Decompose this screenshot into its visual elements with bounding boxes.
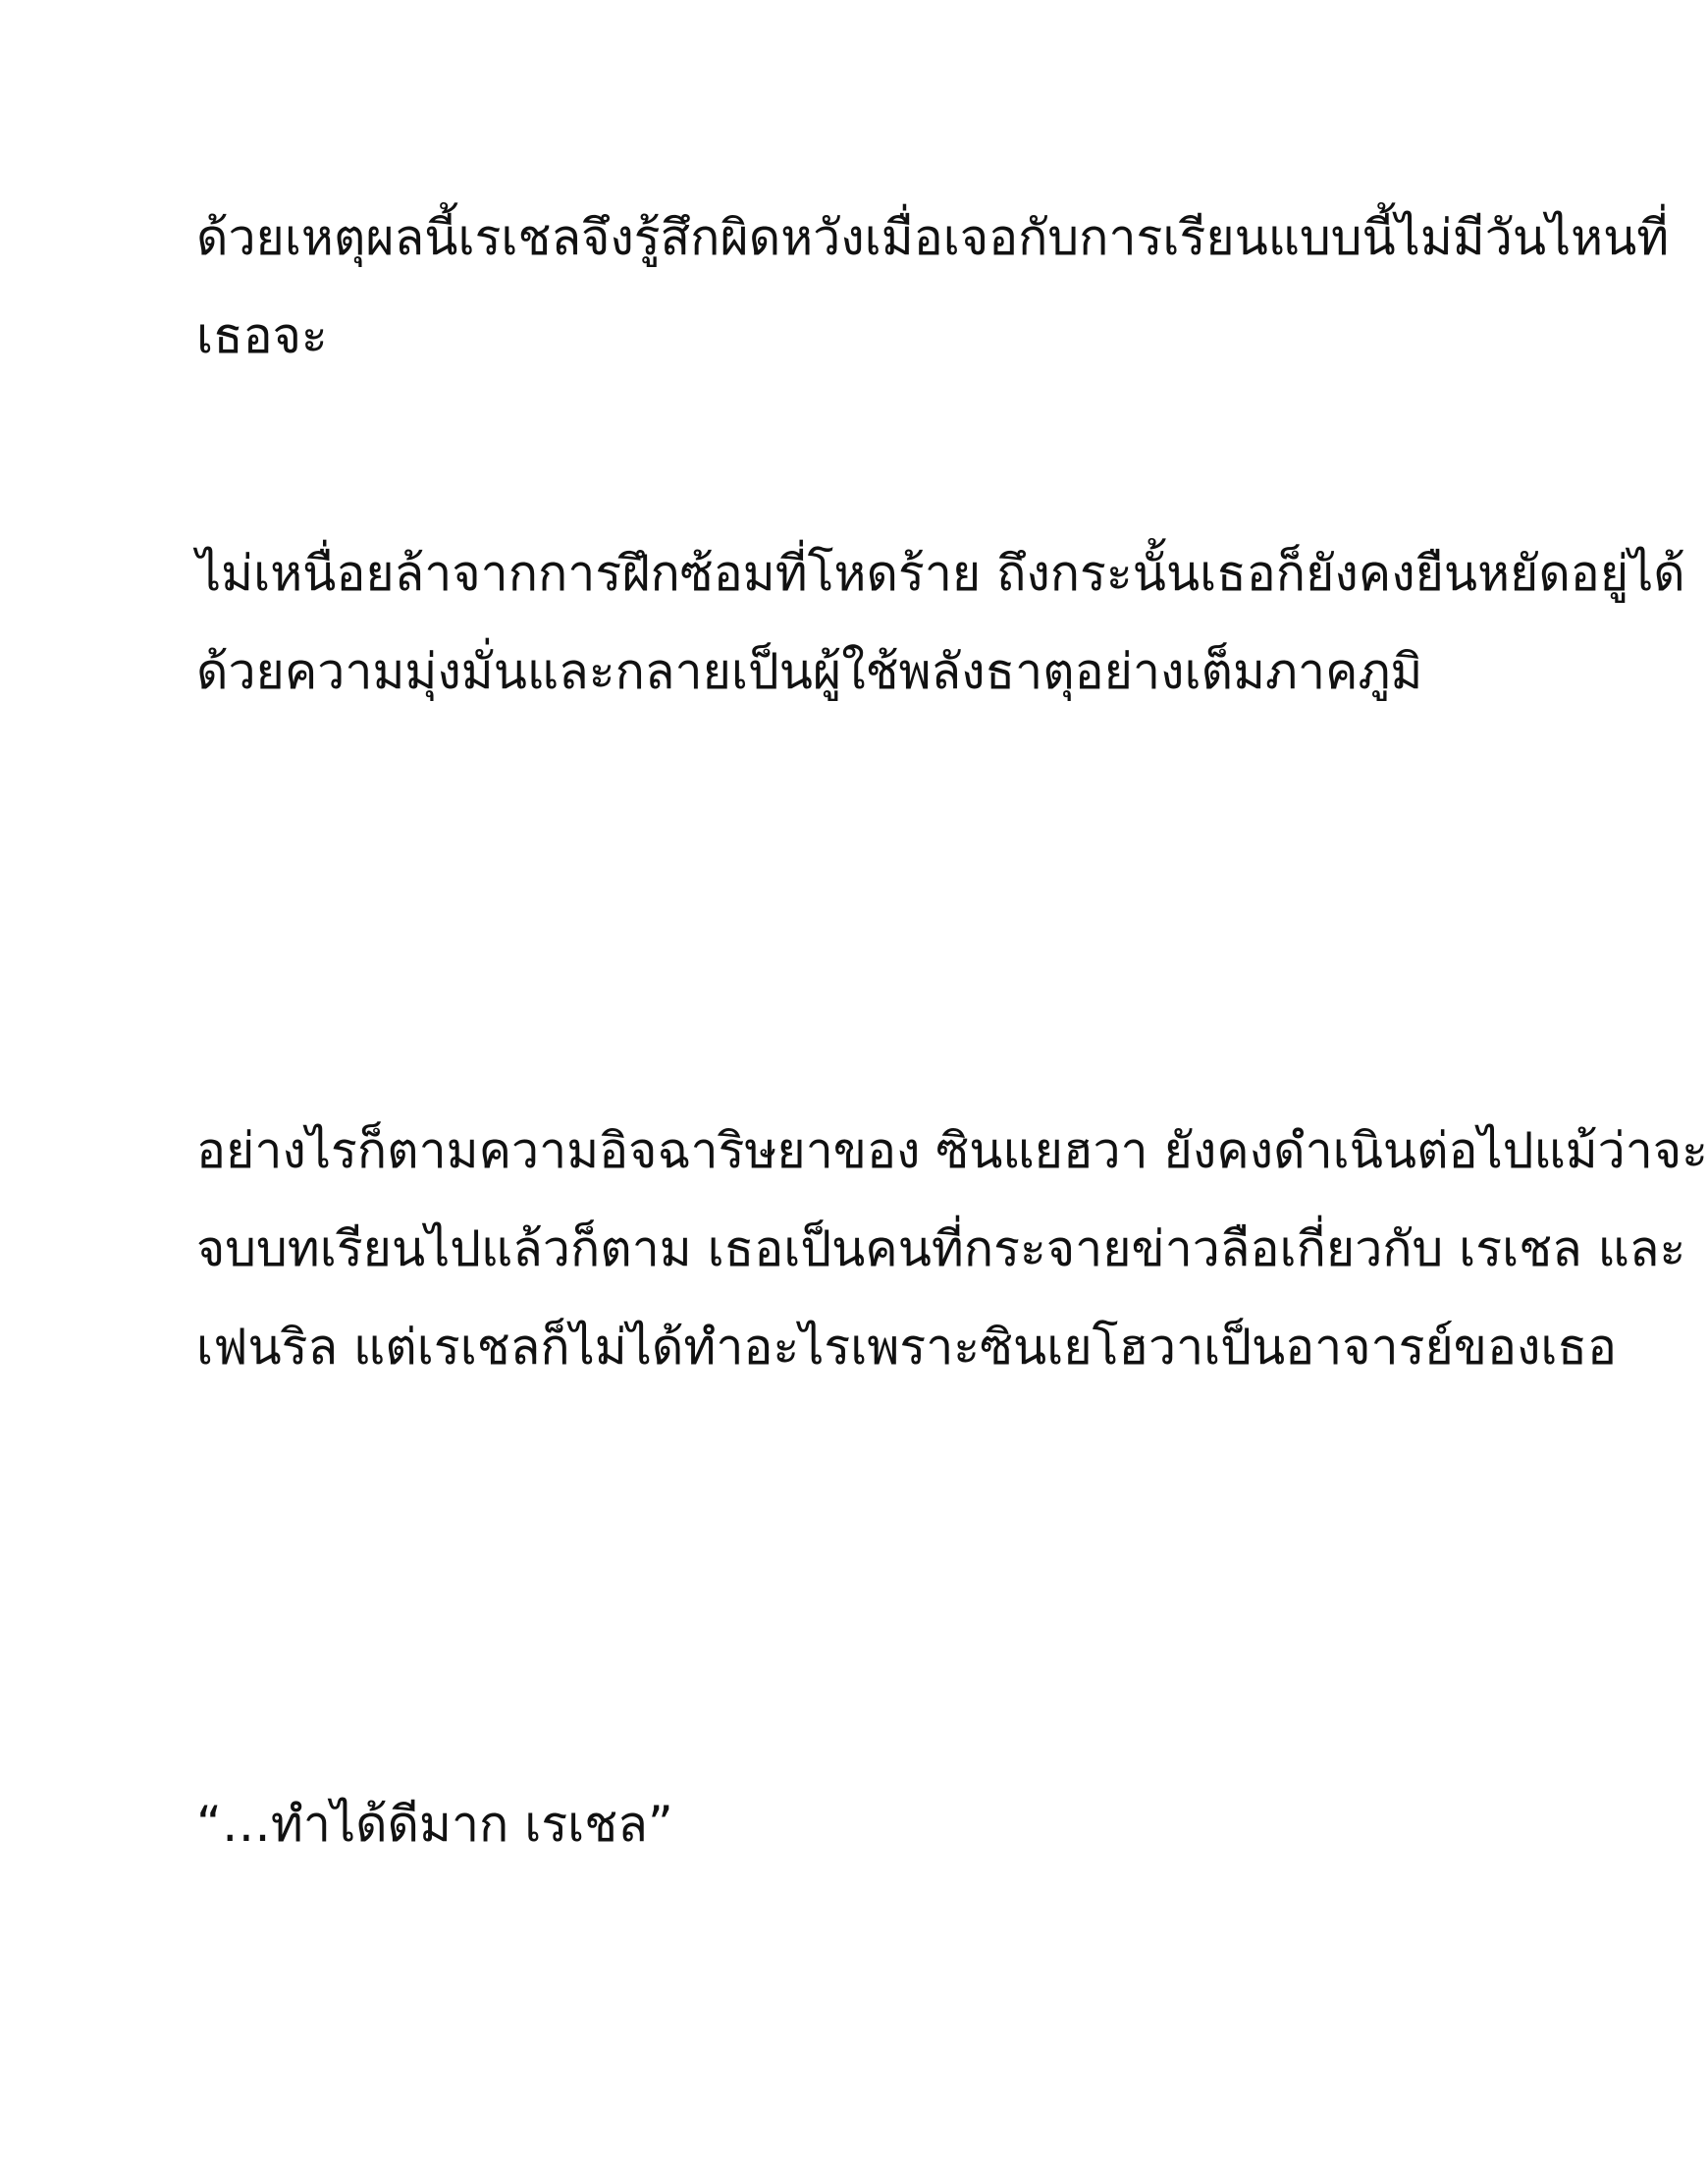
dialogue-line: “…ทำได้ดีมาก เรเชล” [196,1796,673,1853]
paragraph-2-line-1: ไม่เหนื่อยล้าจากการฝึกซ้อมที่โหดร้าย ถึงกระนั้นเธอก็ยังคงยืนหยัดอยู่ได้ [196,545,1685,602]
paragraph-3-line-3: เฟนริล แต่เรเชลก็ไม่ได้ทำอะไรเพราะซินเยโฮวาเป็นอาจารย์ของเธอ [196,1319,1618,1376]
paragraph-1-line-1: ด้วยเหตุผลนี้เรเชลจึงรู้สึกผิดหวังเมื่อเจอกับการเรียนแบบนี้ไม่มีวันไหนที่ [196,209,1670,266]
paragraph-3-line-1: อย่างไรก็ตามความอิจฉาริษยาของ ซินแยฮวา ยังคงดำเนินต่อไปแม้ว่าจะ [196,1122,1708,1179]
paragraph-1-line-2: เธอจะ [196,307,328,364]
paragraph-3-line-2: จบบทเรียนไปแล้วก็ตาม เธอเป็นคนที่กระจายข่าวลือเกี่ยวกับ เรเชล และ [196,1220,1686,1277]
paragraph-2-line-2: ด้วยความมุ่งมั่นและกลายเป็นผู้ใช้พลังธาตุอย่างเต็มภาคภูมิ [196,643,1423,700]
